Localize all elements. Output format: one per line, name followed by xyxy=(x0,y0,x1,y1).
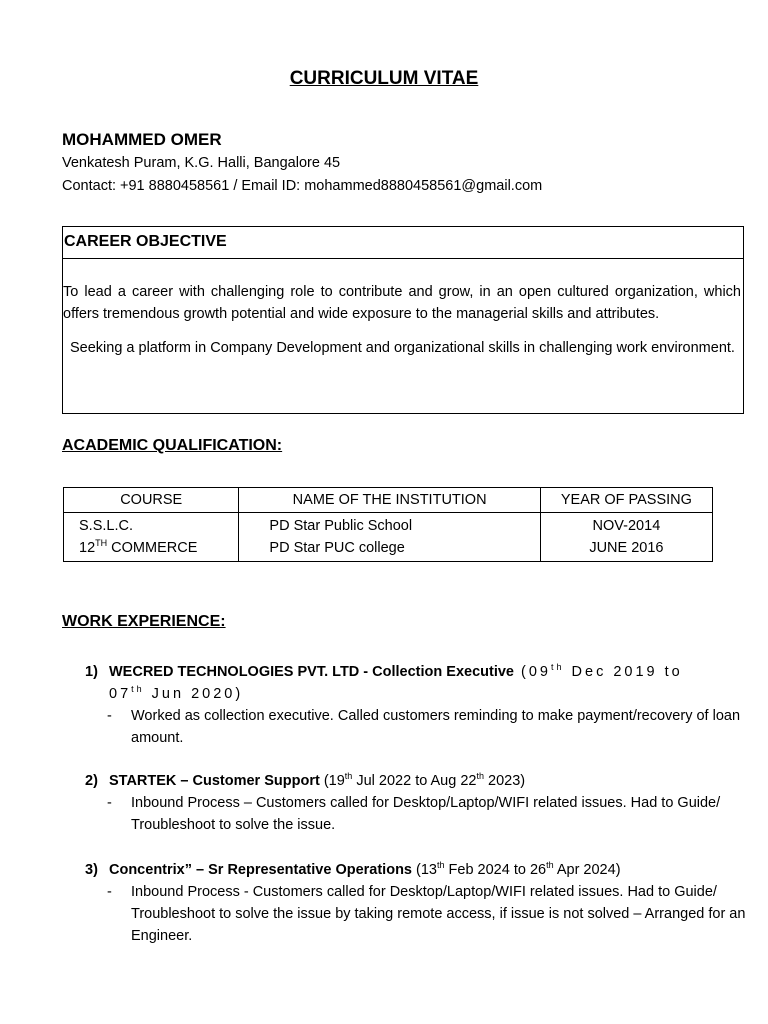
job-3-header xyxy=(85,859,765,881)
job-2-description: Inbound Process – Customers called for Desktop/Laptop/WIFI related issues. Had to Guide/ Troubleshoot to solve the issue. xyxy=(131,795,721,833)
career-objective-heading: CAREER OBJECTIVE xyxy=(63,227,743,259)
table-row xyxy=(64,513,713,562)
job-2-date-c: 2023) xyxy=(483,773,526,789)
header-institution: NAME OF THE INSTITUTION xyxy=(239,488,540,513)
job-3-date-b-sup: th xyxy=(546,860,554,871)
institution-1: PD Star Public School xyxy=(269,518,413,534)
header-year: YEAR OF PASSING xyxy=(540,488,712,513)
year-1: NOV-2014 xyxy=(592,518,661,534)
job-1-date-c-sup: th xyxy=(131,684,145,695)
job-2-date-b-sup: th xyxy=(476,771,484,782)
job-2 xyxy=(85,770,765,836)
course-12th-text: COMMERCE xyxy=(107,540,198,556)
year-cell xyxy=(540,513,712,562)
course-12th xyxy=(79,537,238,559)
job-1-number: 1) xyxy=(85,664,98,680)
job-2-date-a: (19 xyxy=(319,773,345,789)
job-3-description: Inbound Process - Customers called for Desktop/Laptop/WIFI related issues. Had to Guide/ Troubleshoot to solve the issue by taking remote access, if issue is not solved – Arranged for an Engineer. xyxy=(131,884,746,944)
contact-line: Contact: +91 8880458561 / Email ID: mohammed8880458561@gmail.com xyxy=(62,178,543,194)
job-2-number: 2) xyxy=(85,773,98,789)
job-2-bullet xyxy=(85,792,763,836)
job-3-date-a: (13 xyxy=(412,862,437,878)
job-1-date-d: Jun 2020) xyxy=(144,686,244,702)
job-1-date-b: Dec 2019 to xyxy=(564,664,683,680)
institution-2: PD Star PUC college xyxy=(269,540,405,556)
course-12th-sup: TH xyxy=(95,538,108,549)
job-3-date-a-sup: th xyxy=(437,860,445,871)
address: Venkatesh Puram, K.G. Halli, Bangalore 45 xyxy=(62,155,341,171)
bullet-dash: - xyxy=(107,795,112,811)
institution-cell xyxy=(239,513,540,562)
job-3-title: Concentrix” – Sr Representative Operations xyxy=(109,862,412,878)
job-3-number: 3) xyxy=(85,862,98,878)
job-2-date-a-sup: th xyxy=(344,771,353,782)
career-objective-paragraph-2: Seeking a platform in Company Development and organizational skills in challenging work environment. xyxy=(70,340,735,356)
job-1-date-c: 07 xyxy=(109,686,132,702)
job-1-date-a-sup: th xyxy=(550,662,565,673)
job-3-date-b: Feb 2024 to 26 xyxy=(444,862,547,878)
header-course: COURSE xyxy=(64,488,239,513)
course-cell xyxy=(64,513,239,562)
job-2-header xyxy=(85,770,765,792)
academic-heading: ACADEMIC QUALIFICATION: xyxy=(62,437,283,454)
job-1-header xyxy=(85,661,765,683)
course-sslc: S.S.L.C. xyxy=(79,518,133,534)
job-2-date-b: Jul 2022 to Aug 22 xyxy=(352,773,477,789)
job-1-description: Worked as collection executive. Called customers reminding to make payment/recovery of loan amount. xyxy=(131,708,741,746)
job-1-bullet xyxy=(85,705,763,749)
year-2: JUNE 2016 xyxy=(589,540,664,556)
work-heading: WORK EXPERIENCE: xyxy=(62,613,226,630)
bullet-dash: - xyxy=(107,884,112,900)
job-1-header-cont xyxy=(85,683,765,705)
job-1-title: WECRED TECHNOLOGIES PVT. LTD - Collection Executive xyxy=(109,664,514,680)
career-objective-box xyxy=(62,226,744,414)
career-objective-paragraph-1: To lead a career with challenging role to contribute and grow, in an open cultured organization, which offers tremendous growth potential and wide exposure to the managerial skills and attributes. xyxy=(63,284,741,322)
job-1 xyxy=(85,661,765,749)
document-title: CURRICULUM VITAE xyxy=(289,68,479,89)
course-12th-num: 12 xyxy=(79,540,96,556)
job-3 xyxy=(85,859,765,947)
table-header-row xyxy=(64,488,713,513)
job-3-bullet xyxy=(85,881,763,947)
job-2-title: STARTEK – Customer Support xyxy=(109,773,320,789)
job-1-date-a: (09 xyxy=(513,664,551,680)
candidate-name: MOHAMMED OMER xyxy=(62,130,222,149)
job-3-date-c: Apr 2024) xyxy=(553,862,621,878)
academic-table xyxy=(63,487,713,562)
bullet-dash: - xyxy=(107,708,112,724)
